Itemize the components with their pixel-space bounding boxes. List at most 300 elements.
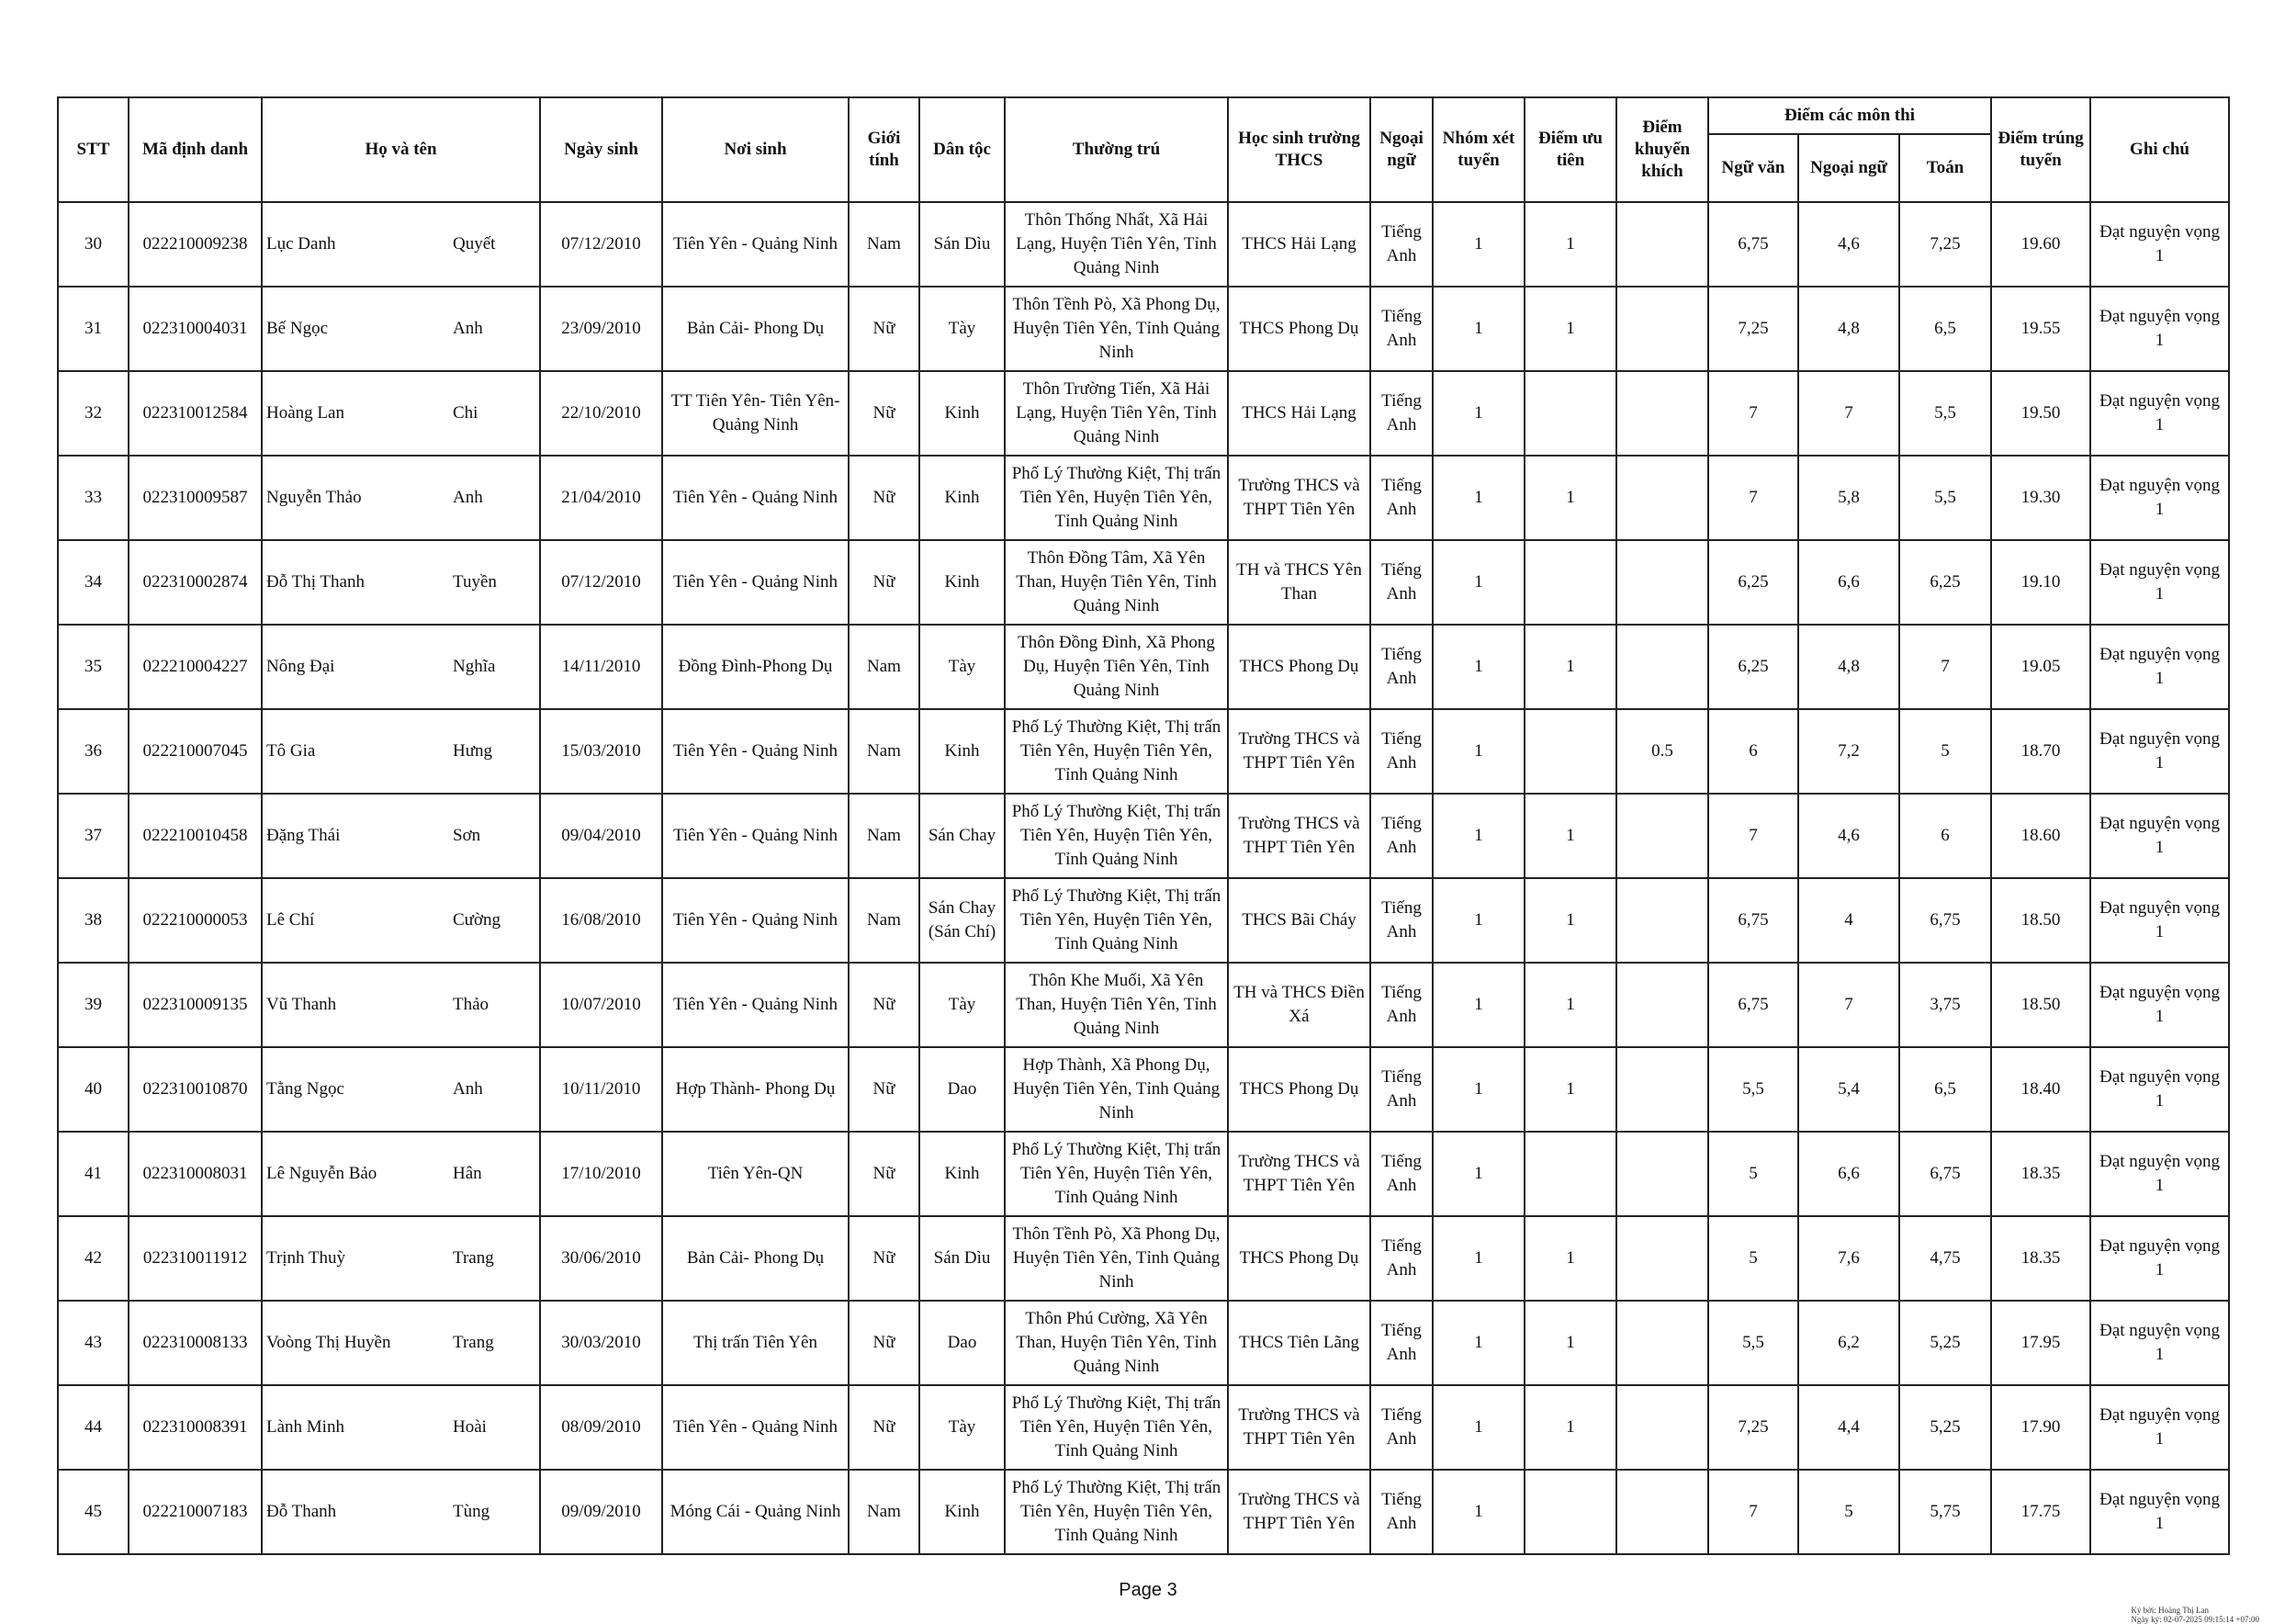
cell-stt: 40	[58, 1047, 129, 1132]
cell-thuong-tru: Thôn Khe Muối, Xã Yên Than, Huyện Tiên Yên, Tỉnh Quảng Ninh	[1005, 963, 1228, 1047]
header-noi-sinh: Nơi sinh	[662, 97, 849, 202]
cell-diem-trung-tuyen: 19.50	[1991, 371, 2090, 456]
cell-dan-toc: Dao	[919, 1047, 1005, 1132]
cell-ngay-sinh: 07/12/2010	[540, 540, 662, 625]
cell-ghi-chu: Đạt nguyện vọng 1	[2090, 1385, 2229, 1470]
cell-diem-khuyen-khich	[1616, 1301, 1708, 1385]
cell-ghi-chu: Đạt nguyện vọng 1	[2090, 540, 2229, 625]
header-dan-toc: Dân tộc	[919, 97, 1005, 202]
cell-diem-uu-tien: 1	[1525, 456, 1616, 540]
cell-thuong-tru: Phố Lý Thường Kiệt, Thị trấn Tiên Yên, Huyện Tiên Yên, Tỉnh Quảng Ninh	[1005, 456, 1228, 540]
header-gioi-tinh: Giới tính	[849, 97, 919, 202]
cell-gioi-tinh: Nữ	[849, 371, 919, 456]
cell-stt: 30	[58, 202, 129, 287]
cell-nhom-xet-tuyen: 1	[1433, 202, 1525, 287]
cell-ho-va-ten	[262, 287, 540, 371]
cell-ma-dinh-danh: 022210007183	[129, 1470, 262, 1554]
cell-noi-sinh: Tiên Yên - Quảng Ninh	[662, 456, 849, 540]
table-row	[58, 625, 2229, 709]
cell-ghi-chu: Đạt nguyện vọng 1	[2090, 371, 2229, 456]
cell-ngay-sinh: 30/03/2010	[540, 1301, 662, 1385]
table-row	[58, 202, 2229, 287]
cell-nhom-xet-tuyen: 1	[1433, 1216, 1525, 1301]
cell-ma-dinh-danh: 022210004227	[129, 625, 262, 709]
cell-diem-trung-tuyen: 17.95	[1991, 1301, 2090, 1385]
cell-ngoai-ngu-diem: 7	[1798, 371, 1899, 456]
cell-diem-trung-tuyen: 18.40	[1991, 1047, 2090, 1132]
ten: Chi	[453, 403, 478, 423]
ten: Trang	[453, 1333, 494, 1352]
cell-diem-uu-tien	[1525, 1132, 1616, 1216]
cell-ho-va-ten	[262, 202, 540, 287]
cell-toan: 6,75	[1899, 1132, 1991, 1216]
cell-ma-dinh-danh: 022310009587	[129, 456, 262, 540]
cell-ma-dinh-danh: 022310004031	[129, 287, 262, 371]
cell-nhom-xet-tuyen: 1	[1433, 1385, 1525, 1470]
cell-thuong-tru: Phố Lý Thường Kiệt, Thị trấn Tiên Yên, Huyện Tiên Yên, Tỉnh Quảng Ninh	[1005, 1132, 1228, 1216]
cell-stt: 33	[58, 456, 129, 540]
cell-ngu-van: 7	[1708, 456, 1798, 540]
cell-ngoai-ngu-diem: 6,2	[1798, 1301, 1899, 1385]
cell-toan: 3,75	[1899, 963, 1991, 1047]
cell-nhom-xet-tuyen: 1	[1433, 1132, 1525, 1216]
cell-toan: 6	[1899, 794, 1991, 878]
cell-stt: 42	[58, 1216, 129, 1301]
cell-ho-va-ten	[262, 1216, 540, 1301]
cell-ma-dinh-danh: 022210010458	[129, 794, 262, 878]
cell-ngoai-ngu-diem: 4,6	[1798, 794, 1899, 878]
table-row	[58, 1132, 2229, 1216]
cell-diem-trung-tuyen: 17.75	[1991, 1470, 2090, 1554]
cell-ho-va-ten	[262, 1385, 540, 1470]
cell-ghi-chu: Đạt nguyện vọng 1	[2090, 1216, 2229, 1301]
cell-diem-khuyen-khich: 0.5	[1616, 709, 1708, 794]
cell-truong-thcs: Trường THCS và THPT Tiên Yên	[1228, 794, 1370, 878]
cell-ngu-van: 6,75	[1708, 963, 1798, 1047]
cell-diem-uu-tien	[1525, 1470, 1616, 1554]
ho-dem: Tô Gia	[266, 741, 316, 761]
sign-date: Ngày ký: 02-07-2025 09:15:14 +07:00	[2131, 1615, 2259, 1624]
header-ngay-sinh: Ngày sinh	[540, 97, 662, 202]
cell-diem-trung-tuyen: 19.60	[1991, 202, 2090, 287]
ten: Hoài	[453, 1417, 487, 1437]
cell-ngoai-ngu: Tiếng Anh	[1370, 1301, 1433, 1385]
cell-truong-thcs: TH và THCS Điền Xá	[1228, 963, 1370, 1047]
cell-toan: 5,25	[1899, 1301, 1991, 1385]
cell-diem-trung-tuyen: 18.35	[1991, 1216, 2090, 1301]
cell-noi-sinh: Tiên Yên - Quảng Ninh	[662, 202, 849, 287]
ten: Quyết	[453, 234, 496, 254]
cell-noi-sinh: Đồng Đình-Phong Dụ	[662, 625, 849, 709]
header-diem-khuyen-khich: Điểm khuyến khích	[1616, 97, 1708, 202]
cell-diem-khuyen-khich	[1616, 202, 1708, 287]
cell-ngoai-ngu: Tiếng Anh	[1370, 709, 1433, 794]
cell-diem-uu-tien: 1	[1525, 202, 1616, 287]
cell-truong-thcs: Trường THCS và THPT Tiên Yên	[1228, 709, 1370, 794]
cell-nhom-xet-tuyen: 1	[1433, 287, 1525, 371]
header-diem-uu-tien: Điểm ưu tiên	[1525, 97, 1616, 202]
cell-nhom-xet-tuyen: 1	[1433, 963, 1525, 1047]
cell-thuong-tru: Thôn Đồng Đình, Xã Phong Dụ, Huyện Tiên Yên, Tỉnh Quảng Ninh	[1005, 625, 1228, 709]
cell-stt: 34	[58, 540, 129, 625]
cell-diem-khuyen-khich	[1616, 1132, 1708, 1216]
cell-ho-va-ten	[262, 456, 540, 540]
cell-ngoai-ngu: Tiếng Anh	[1370, 963, 1433, 1047]
cell-diem-khuyen-khich	[1616, 1216, 1708, 1301]
cell-ghi-chu: Đạt nguyện vọng 1	[2090, 287, 2229, 371]
ten: Tùng	[453, 1502, 490, 1521]
cell-stt: 43	[58, 1301, 129, 1385]
ho-dem: Đỗ Thị Thanh	[266, 572, 365, 592]
ten: Thảo	[453, 995, 490, 1014]
cell-ngoai-ngu: Tiếng Anh	[1370, 794, 1433, 878]
cell-ngu-van: 5	[1708, 1132, 1798, 1216]
cell-ngoai-ngu-diem: 7,6	[1798, 1216, 1899, 1301]
cell-ngay-sinh: 22/10/2010	[540, 371, 662, 456]
cell-dan-toc: Tày	[919, 1385, 1005, 1470]
cell-diem-trung-tuyen: 19.55	[1991, 287, 2090, 371]
cell-diem-trung-tuyen: 19.30	[1991, 456, 2090, 540]
cell-ngoai-ngu-diem: 7,2	[1798, 709, 1899, 794]
cell-thuong-tru: Thôn Đồng Tâm, Xã Yên Than, Huyện Tiên Yên, Tỉnh Quảng Ninh	[1005, 540, 1228, 625]
cell-noi-sinh: TT Tiên Yên- Tiên Yên-Quảng Ninh	[662, 371, 849, 456]
cell-ghi-chu: Đạt nguyện vọng 1	[2090, 456, 2229, 540]
cell-ma-dinh-danh: 022310008031	[129, 1132, 262, 1216]
cell-thuong-tru: Thôn Tềnh Pò, Xã Phong Dụ, Huyện Tiên Yên, Tỉnh Quảng Ninh	[1005, 287, 1228, 371]
cell-truong-thcs: THCS Phong Dụ	[1228, 625, 1370, 709]
cell-toan: 4,75	[1899, 1216, 1991, 1301]
table-row	[58, 540, 2229, 625]
table-row	[58, 709, 2229, 794]
cell-diem-uu-tien: 1	[1525, 1385, 1616, 1470]
table-row	[58, 1216, 2229, 1301]
ten: Anh	[453, 488, 483, 507]
cell-stt: 36	[58, 709, 129, 794]
cell-ngay-sinh: 21/04/2010	[540, 456, 662, 540]
cell-ma-dinh-danh: 022310012584	[129, 371, 262, 456]
cell-diem-trung-tuyen: 18.70	[1991, 709, 2090, 794]
cell-ma-dinh-danh: 022310008133	[129, 1301, 262, 1385]
cell-ho-va-ten	[262, 878, 540, 963]
cell-diem-khuyen-khich	[1616, 794, 1708, 878]
cell-nhom-xet-tuyen: 1	[1433, 794, 1525, 878]
cell-stt: 38	[58, 878, 129, 963]
cell-toan: 7	[1899, 625, 1991, 709]
cell-gioi-tinh: Nữ	[849, 1132, 919, 1216]
cell-diem-uu-tien: 1	[1525, 963, 1616, 1047]
cell-ngay-sinh: 10/11/2010	[540, 1047, 662, 1132]
table-row	[58, 1470, 2229, 1554]
cell-noi-sinh: Tiên Yên - Quảng Ninh	[662, 794, 849, 878]
cell-ngoai-ngu: Tiếng Anh	[1370, 878, 1433, 963]
header-ngoai-ngu: Ngoại ngữ	[1370, 97, 1433, 202]
cell-diem-khuyen-khich	[1616, 540, 1708, 625]
cell-truong-thcs: THCS Tiên Lãng	[1228, 1301, 1370, 1385]
cell-gioi-tinh: Nữ	[849, 540, 919, 625]
cell-stt: 45	[58, 1470, 129, 1554]
cell-nhom-xet-tuyen: 1	[1433, 540, 1525, 625]
cell-stt: 44	[58, 1385, 129, 1470]
cell-diem-trung-tuyen: 17.90	[1991, 1385, 2090, 1470]
cell-noi-sinh: Tiên Yên - Quảng Ninh	[662, 1385, 849, 1470]
cell-thuong-tru: Thôn Trường Tiến, Xã Hải Lạng, Huyện Tiên Yên, Tỉnh Quảng Ninh	[1005, 371, 1228, 456]
cell-ma-dinh-danh: 022310010870	[129, 1047, 262, 1132]
cell-nhom-xet-tuyen: 1	[1433, 1470, 1525, 1554]
cell-ngay-sinh: 16/08/2010	[540, 878, 662, 963]
cell-noi-sinh: Tiên Yên - Quảng Ninh	[662, 878, 849, 963]
header-ho-va-ten: Họ và tên	[262, 97, 540, 202]
cell-noi-sinh: Móng Cái - Quảng Ninh	[662, 1470, 849, 1554]
cell-ngay-sinh: 09/04/2010	[540, 794, 662, 878]
cell-ngoai-ngu-diem: 4	[1798, 878, 1899, 963]
cell-ngay-sinh: 14/11/2010	[540, 625, 662, 709]
cell-ngu-van: 7	[1708, 371, 1798, 456]
header-nhom-xet-tuyen: Nhóm xét tuyển	[1433, 97, 1525, 202]
table-header	[58, 97, 2229, 202]
cell-ngu-van: 5	[1708, 1216, 1798, 1301]
cell-ngay-sinh: 17/10/2010	[540, 1132, 662, 1216]
cell-ghi-chu: Đạt nguyện vọng 1	[2090, 963, 2229, 1047]
cell-gioi-tinh: Nam	[849, 878, 919, 963]
cell-diem-trung-tuyen: 19.05	[1991, 625, 2090, 709]
cell-dan-toc: Tày	[919, 625, 1005, 709]
cell-ngay-sinh: 08/09/2010	[540, 1385, 662, 1470]
cell-ngu-van: 7	[1708, 1470, 1798, 1554]
ten: Tuyền	[453, 572, 497, 592]
cell-dan-toc: Kinh	[919, 709, 1005, 794]
cell-gioi-tinh: Nam	[849, 709, 919, 794]
cell-ngoai-ngu: Tiếng Anh	[1370, 1385, 1433, 1470]
cell-dan-toc: Kinh	[919, 1470, 1005, 1554]
header-hoc-sinh-truong: Học sinh trường THCS	[1228, 97, 1370, 202]
cell-dan-toc: Tày	[919, 287, 1005, 371]
ten: Anh	[453, 1079, 483, 1099]
ho-dem: Đỗ Thanh	[266, 1502, 337, 1521]
table-row	[58, 1301, 2229, 1385]
cell-ngoai-ngu-diem: 4,8	[1798, 625, 1899, 709]
cell-ngoai-ngu: Tiếng Anh	[1370, 456, 1433, 540]
header-stt: STT	[58, 97, 129, 202]
cell-diem-khuyen-khich	[1616, 1385, 1708, 1470]
cell-toan: 5,75	[1899, 1470, 1991, 1554]
cell-gioi-tinh: Nữ	[849, 1301, 919, 1385]
cell-ngoai-ngu: Tiếng Anh	[1370, 1047, 1433, 1132]
cell-ho-va-ten	[262, 1132, 540, 1216]
cell-ngoai-ngu-diem: 6,6	[1798, 540, 1899, 625]
cell-diem-uu-tien: 1	[1525, 1301, 1616, 1385]
cell-truong-thcs: Trường THCS và THPT Tiên Yên	[1228, 1470, 1370, 1554]
cell-diem-uu-tien	[1525, 371, 1616, 456]
cell-dan-toc: Dao	[919, 1301, 1005, 1385]
cell-truong-thcs: THCS Phong Dụ	[1228, 1047, 1370, 1132]
cell-ngu-van: 7,25	[1708, 1385, 1798, 1470]
cell-diem-khuyen-khich	[1616, 1470, 1708, 1554]
table-row	[58, 963, 2229, 1047]
cell-thuong-tru: Thôn Thống Nhất, Xã Hải Lạng, Huyện Tiên Yên, Tỉnh Quảng Ninh	[1005, 202, 1228, 287]
cell-diem-trung-tuyen: 18.50	[1991, 878, 2090, 963]
cell-truong-thcs: THCS Hải Lạng	[1228, 371, 1370, 456]
ho-dem: Trịnh Thuỳ	[266, 1248, 346, 1268]
header-ngu-van: Ngữ văn	[1708, 134, 1798, 202]
cell-ngoai-ngu: Tiếng Anh	[1370, 202, 1433, 287]
ho-dem: Bế Ngọc	[266, 319, 329, 338]
ten: Hưng	[453, 741, 493, 761]
cell-ngoai-ngu: Tiếng Anh	[1370, 625, 1433, 709]
cell-truong-thcs: TH và THCS Yên Than	[1228, 540, 1370, 625]
cell-thuong-tru: Phố Lý Thường Kiệt, Thị trấn Tiên Yên, Huyện Tiên Yên, Tỉnh Quảng Ninh	[1005, 878, 1228, 963]
ho-dem: Lục Danh	[266, 234, 336, 254]
cell-diem-uu-tien: 1	[1525, 878, 1616, 963]
cell-toan: 6,75	[1899, 878, 1991, 963]
header-toan: Toán	[1899, 134, 1991, 202]
cell-ngu-van: 5,5	[1708, 1301, 1798, 1385]
cell-nhom-xet-tuyen: 1	[1433, 709, 1525, 794]
cell-nhom-xet-tuyen: 1	[1433, 456, 1525, 540]
cell-nhom-xet-tuyen: 1	[1433, 371, 1525, 456]
ten: Trang	[453, 1248, 494, 1268]
header-thuong-tru: Thường trú	[1005, 97, 1228, 202]
ho-dem: Lành Minh	[266, 1417, 344, 1437]
cell-ngu-van: 7	[1708, 794, 1798, 878]
cell-ngay-sinh: 07/12/2010	[540, 202, 662, 287]
ho-dem: Hoàng Lan	[266, 403, 344, 423]
cell-ngoai-ngu: Tiếng Anh	[1370, 1216, 1433, 1301]
ten: Sơn	[453, 826, 481, 845]
cell-truong-thcs: Trường THCS và THPT Tiên Yên	[1228, 1132, 1370, 1216]
page-number: Page 3	[1119, 1580, 1177, 1600]
cell-gioi-tinh: Nam	[849, 202, 919, 287]
ho-dem: Lê Nguyễn Bảo	[266, 1164, 377, 1183]
cell-noi-sinh: Tiên Yên-QN	[662, 1132, 849, 1216]
cell-stt: 31	[58, 287, 129, 371]
results-table	[57, 96, 2230, 1555]
ho-dem: Tằng Ngọc	[266, 1079, 344, 1099]
cell-ho-va-ten	[262, 1047, 540, 1132]
cell-ho-va-ten	[262, 709, 540, 794]
cell-diem-khuyen-khich	[1616, 963, 1708, 1047]
cell-nhom-xet-tuyen: 1	[1433, 1301, 1525, 1385]
table-row	[58, 456, 2229, 540]
cell-gioi-tinh: Nữ	[849, 963, 919, 1047]
cell-thuong-tru: Hợp Thành, Xã Phong Dụ, Huyện Tiên Yên, Tỉnh Quảng Ninh	[1005, 1047, 1228, 1132]
cell-ho-va-ten	[262, 1301, 540, 1385]
cell-ghi-chu: Đạt nguyện vọng 1	[2090, 709, 2229, 794]
cell-ngu-van: 7,25	[1708, 287, 1798, 371]
cell-stt: 39	[58, 963, 129, 1047]
header-ghi-chu: Ghi chú	[2090, 97, 2229, 202]
cell-ghi-chu: Đạt nguyện vọng 1	[2090, 794, 2229, 878]
cell-gioi-tinh: Nữ	[849, 1216, 919, 1301]
cell-truong-thcs: THCS Phong Dụ	[1228, 287, 1370, 371]
cell-noi-sinh: Thị trấn Tiên Yên	[662, 1301, 849, 1385]
cell-ho-va-ten	[262, 625, 540, 709]
cell-ngu-van: 6	[1708, 709, 1798, 794]
cell-noi-sinh: Tiên Yên - Quảng Ninh	[662, 540, 849, 625]
cell-ngoai-ngu-diem: 5,8	[1798, 456, 1899, 540]
cell-thuong-tru: Phố Lý Thường Kiệt, Thị trấn Tiên Yên, Huyện Tiên Yên, Tỉnh Quảng Ninh	[1005, 794, 1228, 878]
admission-results-sheet	[57, 96, 2228, 1555]
cell-ho-va-ten	[262, 794, 540, 878]
cell-stt: 41	[58, 1132, 129, 1216]
header-ma-dinh-danh: Mã định danh	[129, 97, 262, 202]
cell-thuong-tru: Thôn Phú Cường, Xã Yên Than, Huyện Tiên Yên, Tỉnh Quảng Ninh	[1005, 1301, 1228, 1385]
cell-noi-sinh: Tiên Yên - Quảng Ninh	[662, 709, 849, 794]
cell-truong-thcs: Trường THCS và THPT Tiên Yên	[1228, 456, 1370, 540]
cell-ngoai-ngu-diem: 7	[1798, 963, 1899, 1047]
cell-truong-thcs: THCS Hải Lạng	[1228, 202, 1370, 287]
cell-ma-dinh-danh: 022310008391	[129, 1385, 262, 1470]
ten: Nghĩa	[453, 657, 496, 676]
cell-ghi-chu: Đạt nguyện vọng 1	[2090, 202, 2229, 287]
table-row	[58, 1385, 2229, 1470]
cell-truong-thcs: Trường THCS và THPT Tiên Yên	[1228, 1385, 1370, 1470]
cell-diem-uu-tien	[1525, 709, 1616, 794]
cell-ngoai-ngu: Tiếng Anh	[1370, 1132, 1433, 1216]
cell-stt: 37	[58, 794, 129, 878]
cell-diem-uu-tien: 1	[1525, 794, 1616, 878]
cell-ngoai-ngu-diem: 4,8	[1798, 287, 1899, 371]
ten: Anh	[453, 319, 483, 338]
cell-diem-uu-tien: 1	[1525, 1047, 1616, 1132]
ho-dem: Voòng Thị Huyền	[266, 1333, 391, 1352]
cell-ngu-van: 6,25	[1708, 625, 1798, 709]
cell-ngu-van: 6,75	[1708, 202, 1798, 287]
cell-dan-toc: Sán Chay	[919, 794, 1005, 878]
cell-ghi-chu: Đạt nguyện vọng 1	[2090, 1047, 2229, 1132]
cell-ho-va-ten	[262, 371, 540, 456]
cell-ngay-sinh: 10/07/2010	[540, 963, 662, 1047]
cell-diem-trung-tuyen: 19.10	[1991, 540, 2090, 625]
cell-nhom-xet-tuyen: 1	[1433, 1047, 1525, 1132]
cell-dan-toc: Sán Dìu	[919, 1216, 1005, 1301]
cell-ma-dinh-danh: 022310011912	[129, 1216, 262, 1301]
cell-dan-toc: Tày	[919, 963, 1005, 1047]
ten: Hân	[453, 1164, 482, 1183]
cell-ngay-sinh: 09/09/2010	[540, 1470, 662, 1554]
cell-gioi-tinh: Nam	[849, 794, 919, 878]
cell-noi-sinh: Bản Cải- Phong Dụ	[662, 287, 849, 371]
cell-toan: 5	[1899, 709, 1991, 794]
cell-stt: 35	[58, 625, 129, 709]
cell-ghi-chu: Đạt nguyện vọng 1	[2090, 878, 2229, 963]
table-row	[58, 371, 2229, 456]
header-diem-cac-mon-thi: Điểm các môn thi	[1708, 97, 1991, 134]
ho-dem: Nông Đại	[266, 657, 335, 676]
cell-thuong-tru: Phố Lý Thường Kiệt, Thị trấn Tiên Yên, Huyện Tiên Yên, Tỉnh Quảng Ninh	[1005, 1470, 1228, 1554]
cell-ngoai-ngu-diem: 4,6	[1798, 202, 1899, 287]
cell-gioi-tinh: Nữ	[849, 456, 919, 540]
cell-diem-khuyen-khich	[1616, 371, 1708, 456]
cell-gioi-tinh: Nữ	[849, 1385, 919, 1470]
cell-nhom-xet-tuyen: 1	[1433, 878, 1525, 963]
cell-ngu-van: 6,25	[1708, 540, 1798, 625]
ho-dem: Nguyễn Thảo	[266, 488, 362, 507]
cell-toan: 6,25	[1899, 540, 1991, 625]
table-row	[58, 794, 2229, 878]
cell-dan-toc: Kinh	[919, 456, 1005, 540]
cell-stt: 32	[58, 371, 129, 456]
cell-ngoai-ngu: Tiếng Anh	[1370, 540, 1433, 625]
ho-dem: Lê Chí	[266, 910, 315, 930]
cell-gioi-tinh: Nữ	[849, 287, 919, 371]
cell-ngay-sinh: 15/03/2010	[540, 709, 662, 794]
cell-noi-sinh: Tiên Yên - Quảng Ninh	[662, 963, 849, 1047]
cell-diem-khuyen-khich	[1616, 625, 1708, 709]
cell-toan: 6,5	[1899, 287, 1991, 371]
digital-signature	[2131, 1606, 2259, 1624]
cell-thuong-tru: Thôn Tềnh Pò, Xã Phong Dụ, Huyện Tiên Yên, Tỉnh Quảng Ninh	[1005, 1216, 1228, 1301]
cell-noi-sinh: Bản Cải- Phong Dụ	[662, 1216, 849, 1301]
